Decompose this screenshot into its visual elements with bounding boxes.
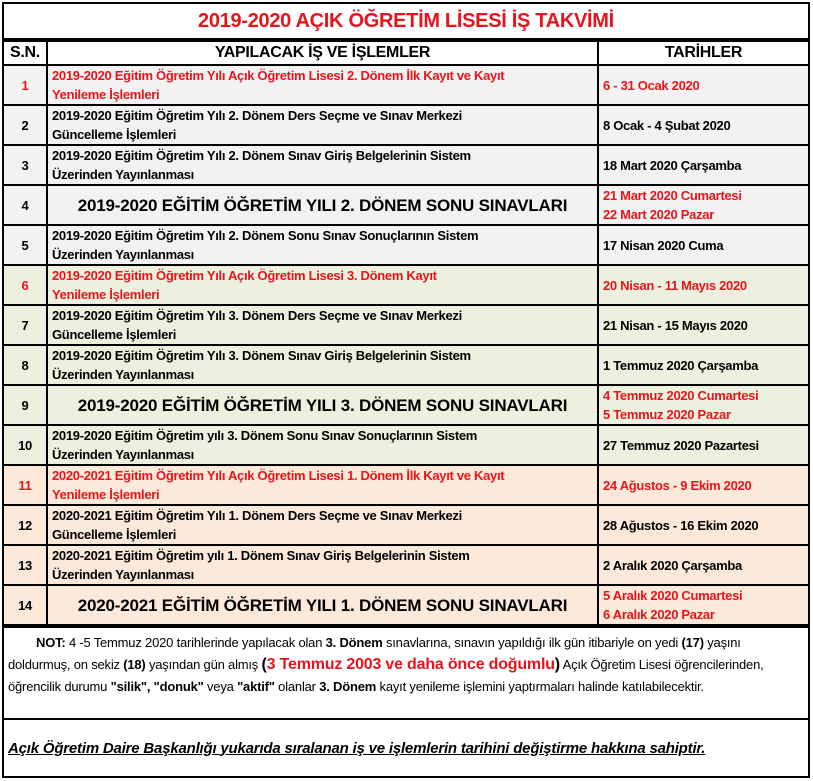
date-line: 1 Temmuz 2020 Çarşamba	[603, 357, 759, 373]
task-line: 2019-2020 EĞİTİM ÖĞRETİM YILI 2. DÖNEM SONU SINAVLARI	[77, 195, 568, 215]
task-cell	[47, 305, 598, 345]
task-line: 2019-2020 Eğitim Öğretim Yılı 2. Dönem Sonu Sınav Sonuçlarının Sistem	[52, 228, 479, 243]
note-text: veya	[203, 679, 238, 694]
date-line: 21 Mart 2020 Cumartesi	[603, 188, 742, 203]
column-header-dates: TARİHLER	[598, 41, 808, 65]
date-line: 6 Aralık 2020 Pazar	[603, 607, 715, 622]
task-line: Yenileme İşlemleri	[52, 487, 160, 502]
task-line: Yenileme İşlemleri	[52, 287, 160, 302]
task-line: Üzerinden Yayınlanması	[52, 567, 194, 582]
note-paren: (	[261, 656, 267, 673]
date-cell	[598, 105, 808, 145]
task-line: Yenileme İşlemleri	[52, 87, 160, 102]
date-cell	[598, 425, 808, 465]
task-line: Üzerinden Yayınlanması	[52, 447, 194, 462]
date-line: 21 Nisan - 15 Mayıs 2020	[603, 317, 748, 333]
date-line: 24 Ağustos - 9 Ekim 2020	[603, 477, 752, 493]
task-cell	[47, 345, 598, 385]
note-text: olanlar	[274, 679, 320, 694]
table-row	[4, 65, 808, 105]
row-number: 1	[4, 65, 47, 105]
task-cell	[47, 185, 598, 225]
note-text: Açık Öğretim Lisesi öğrencilerinden, öğrencilik durumu	[8, 657, 764, 694]
table-row	[4, 145, 808, 185]
row-number: 9	[4, 385, 47, 425]
calendar-sheet	[2, 2, 810, 778]
row-number: 10	[4, 425, 47, 465]
date-cell	[598, 465, 808, 505]
date-line: 28 Ağustos - 16 Ekim 2020	[603, 517, 759, 533]
row-number: 4	[4, 185, 47, 225]
note-text: yaşını doldurmuş, on sekiz	[8, 635, 741, 672]
date-cell	[598, 545, 808, 585]
task-cell	[47, 225, 598, 265]
task-line: 2019-2020 EĞİTİM ÖĞRETİM YILI 3. DÖNEM SONU SINAVLARI	[77, 395, 568, 415]
schedule-table	[4, 40, 808, 626]
date-cell	[598, 185, 808, 225]
row-number: 5	[4, 225, 47, 265]
date-line: 17 Nisan 2020 Cuma	[603, 237, 724, 253]
table-row	[4, 305, 808, 345]
task-line: 2019-2020 Eğitim Öğretim yılı 3. Dönem Sonu Sınav Sonuçlarının Sistem	[52, 428, 478, 443]
disclaimer-text: Açık Öğretim Daire Başkanlığı yukarıda sıralanan iş ve işlemlerin tarihini değiştirme hakkına sahiptir.	[8, 739, 706, 757]
task-cell	[47, 425, 598, 465]
date-line: 20 Nisan - 11 Mayıs 2020	[603, 277, 747, 293]
task-cell	[47, 145, 598, 185]
note-text: sınavlarına, sınavın yapıldığı ilk gün itibariyle on yedi	[382, 635, 682, 650]
table-row	[4, 185, 808, 225]
task-line: 2020-2021 Eğitim Öğretim Yılı Açık Öğretim Lisesi 1. Dönem İlk Kayıt ve Kayıt	[52, 468, 505, 483]
date-cell	[598, 225, 808, 265]
table-row	[4, 105, 808, 145]
table-row	[4, 265, 808, 305]
disclaimer-footer	[4, 720, 808, 776]
date-line: 18 Mart 2020 Çarşamba	[603, 157, 742, 173]
table-row	[4, 385, 808, 425]
date-cell	[598, 585, 808, 625]
task-line: 2019-2020 Eğitim Öğretim Yılı 2. Dönem Ders Seçme ve Sınav Merkezi	[52, 108, 462, 123]
note-paren: )	[554, 656, 560, 673]
note-text: 4 -5 Temmuz 2020 tarihlerinde yapılacak olan	[65, 635, 326, 650]
date-cell	[598, 305, 808, 345]
note-bold: (18)	[123, 657, 146, 672]
table-header-row	[4, 41, 808, 65]
date-line: 2 Aralık 2020 Çarşamba	[603, 557, 742, 573]
task-cell	[47, 65, 598, 105]
task-line: Güncelleme İşlemleri	[52, 527, 177, 542]
task-line: 2020-2021 Eğitim Öğretim Yılı 1. Dönem Ders Seçme ve Sınav Merkezi	[52, 508, 462, 523]
row-number: 2	[4, 105, 47, 145]
date-line: 22 Mart 2020 Pazar	[603, 207, 714, 222]
task-cell	[47, 505, 598, 545]
table-row	[4, 585, 808, 625]
task-cell	[47, 465, 598, 505]
task-line: Üzerinden Yayınlanması	[52, 167, 194, 182]
row-number: 11	[4, 465, 47, 505]
date-cell	[598, 65, 808, 105]
date-line: 27 Temmuz 2020 Pazartesi	[603, 437, 759, 453]
row-number: 12	[4, 505, 47, 545]
note-birthdate-highlight: 3 Temmuz 2003 ve daha önce doğumlu	[266, 656, 555, 673]
note-label: NOT:	[36, 635, 66, 650]
task-cell	[47, 265, 598, 305]
date-cell	[598, 265, 808, 305]
page-title: 2019-2020 AÇIK ÖĞRETİM LİSESİ İŞ TAKVİMİ	[4, 4, 808, 40]
task-cell	[47, 105, 598, 145]
table-row	[4, 345, 808, 385]
note-text: kayıt yenileme işlemini yaptırmaları halinde katılabilecektir.	[376, 679, 704, 694]
column-header-sn: S.N.	[4, 41, 47, 65]
task-line: 2020-2021 Eğitim Öğretim yılı 1. Dönem Sınav Giriş Belgelerinin Sistem	[52, 548, 470, 563]
table-row	[4, 545, 808, 585]
task-line: Üzerinden Yayınlanması	[52, 367, 194, 382]
task-line: 2019-2020 Eğitim Öğretim Yılı Açık Öğretim Lisesi 2. Dönem İlk Kayıt ve Kayıt	[52, 68, 505, 83]
note-bold: (17)	[681, 635, 704, 650]
task-line: 2019-2020 Eğitim Öğretim Yılı 2. Dönem Sınav Giriş Belgelerinin Sistem	[52, 148, 471, 163]
task-line: Güncelleme İşlemleri	[52, 327, 177, 342]
task-line: 2020-2021 EĞİTİM ÖĞRETİM YILI 1. DÖNEM SONU SINAVLARI	[77, 595, 568, 615]
note-bold: 3. Dönem	[325, 635, 383, 650]
table-row	[4, 225, 808, 265]
task-line: 2019-2020 Eğitim Öğretim Yılı Açık Öğretim Lisesi 3. Dönem Kayıt	[52, 268, 437, 283]
row-number: 3	[4, 145, 47, 185]
task-line: 2019-2020 Eğitim Öğretim Yılı 3. Dönem Ders Seçme ve Sınav Merkezi	[52, 308, 462, 323]
task-cell	[47, 385, 598, 425]
table-row	[4, 465, 808, 505]
row-number: 7	[4, 305, 47, 345]
note-bold: "aktif"	[237, 679, 275, 694]
date-line: 5 Temmuz 2020 Pazar	[603, 407, 731, 422]
date-cell	[598, 145, 808, 185]
row-number: 6	[4, 265, 47, 305]
note-text: yaşından gün almış	[145, 657, 262, 672]
task-line: 2019-2020 Eğitim Öğretim Yılı 3. Dönem Sınav Giriş Belgelerinin Sistem	[52, 348, 471, 363]
date-cell	[598, 505, 808, 545]
column-header-task: YAPILACAK İŞ VE İŞLEMLER	[47, 41, 598, 65]
note-bold: 3. Dönem	[319, 679, 377, 694]
date-cell	[598, 345, 808, 385]
task-cell	[47, 545, 598, 585]
row-number: 8	[4, 345, 47, 385]
note-bold: "silik", "donuk"	[110, 679, 204, 694]
task-cell	[47, 585, 598, 625]
note-paragraph	[4, 626, 808, 720]
row-number: 13	[4, 545, 47, 585]
schedule-rows	[4, 65, 808, 625]
task-line: Üzerinden Yayınlanması	[52, 247, 194, 262]
date-line: 8 Ocak - 4 Şubat 2020	[603, 117, 731, 133]
table-row	[4, 425, 808, 465]
date-cell	[598, 385, 808, 425]
date-line: 4 Temmuz 2020 Cumartesi	[603, 388, 759, 403]
table-row	[4, 505, 808, 545]
task-line: Güncelleme İşlemleri	[52, 127, 177, 142]
date-line: 5 Aralık 2020 Cumartesi	[603, 588, 743, 603]
row-number: 14	[4, 585, 47, 625]
date-line: 6 - 31 Ocak 2020	[603, 77, 700, 93]
